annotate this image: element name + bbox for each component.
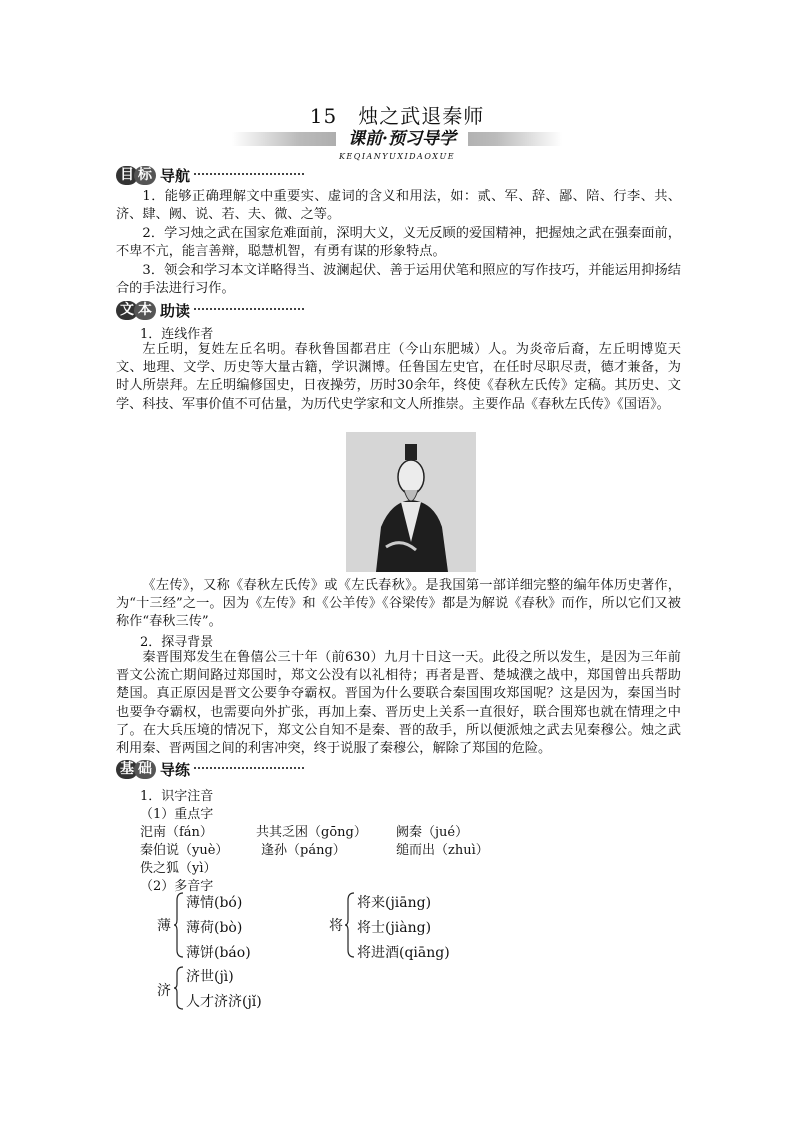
header-dots bbox=[194, 767, 304, 771]
polyphone-head: 薄 bbox=[157, 918, 171, 934]
author-paragraph: 左丘明，复姓左丘名明。春秋鲁国都君庄（今山东肥城）人。为炎帝后裔，左丘明博览天文、地理、文学、历史等大量古籍，学识渊博。任鲁国左史官，在任时尽职尽责，德才兼备，为时人所崇拜。左丘明编修国史，日夜操劳，历时30余年，终使《春秋左氏传》定稿。其历史、文学、科技、军事价值不可估量，为历代史学家和文人所推崇。主要作品《春秋左氏传》《国语》。 bbox=[116, 342, 681, 412]
header-text: 助读 bbox=[160, 301, 191, 320]
page-title: 15 烛之武退秦师 bbox=[309, 104, 485, 128]
word-item: 汜南（fán） bbox=[140, 825, 213, 840]
subheading-background: 2．探寻背景 bbox=[140, 635, 214, 650]
word-item: 共其乏困（gōng） bbox=[256, 825, 367, 840]
header-char: 文 bbox=[116, 301, 138, 320]
subheading-pronunciation: 1．识字注音 bbox=[140, 789, 214, 804]
header-dots bbox=[194, 173, 304, 177]
brace-icon bbox=[345, 892, 355, 958]
header-char: 础 bbox=[134, 760, 156, 779]
goal-item-2: 2．学习烛之武在国家危难面前，深明大义，义无反顾的爱国精神，把握烛之武在强秦面前，不卑不亢，能言善辩，聪慧机智，有勇有谋的形象特点。 bbox=[116, 226, 681, 260]
header-char: 基 bbox=[116, 760, 138, 779]
brace-icon bbox=[174, 966, 184, 1010]
subheading-author: 1．连线作者 bbox=[140, 327, 214, 342]
word-item: 秦伯说（yuè） bbox=[140, 843, 229, 858]
header-char: 本 bbox=[134, 301, 156, 320]
portrait-image bbox=[346, 432, 476, 572]
polyphone-head: 济 bbox=[157, 983, 171, 999]
goal-item-3: 3．领会和学习本文详略得当、波澜起伏、善于运用伏笔和照应的写作技巧，并能运用抑扬结合的手法进行习作。 bbox=[116, 263, 681, 297]
goal-item-1: 1．能够正确理解文中重要实、虚词的含义和用法，如：贰、军、辞、鄙、陪、行李、共、济、肆、阙、说、若、夫、微、之等。 bbox=[116, 189, 681, 223]
header-dots bbox=[194, 308, 304, 312]
word-item: 逢孙（páng） bbox=[261, 843, 346, 858]
section-header-practice bbox=[116, 759, 304, 779]
header-char: 标 bbox=[134, 166, 156, 185]
section-banner bbox=[232, 128, 562, 150]
section-header-goals bbox=[116, 165, 304, 185]
polyphone-item: 人才济济(jǐ) bbox=[186, 994, 262, 1010]
polyphone-item: 将士(jiàng) bbox=[357, 920, 432, 936]
subheading-polyphones: （2）多音字 bbox=[140, 879, 214, 894]
header-text: 导练 bbox=[160, 760, 191, 779]
brace-icon bbox=[174, 892, 184, 958]
word-item: 阙秦（jué） bbox=[396, 825, 469, 840]
header-char: 目 bbox=[116, 166, 138, 185]
word-item: 缒而出（zhuì） bbox=[396, 843, 489, 858]
banner-label: 课前·预习导学 bbox=[336, 128, 468, 150]
polyphone-item: 薄情(bó) bbox=[186, 895, 243, 911]
polyphone-item: 济世(jì) bbox=[186, 969, 234, 985]
polyphone-item: 薄荷(bò) bbox=[186, 920, 243, 936]
polyphone-item: 将进酒(qiāng) bbox=[357, 945, 450, 961]
section-header-reading bbox=[116, 300, 304, 320]
zuozhuan-paragraph: 《左传》，又称《春秋左氏传》或《左氏春秋》。是我国第一部详细完整的编年体历史著作，为“十三经”之一。因为《左传》和《公羊传》《谷梁传》都是为解说《春秋》而作，所以它们又被称作“春秋三传”。 bbox=[116, 578, 681, 630]
polyphone-item: 将来(jiāng) bbox=[357, 895, 432, 911]
word-item: 佚之狐（yì） bbox=[140, 861, 217, 876]
subheading-key-chars: （1）重点字 bbox=[140, 807, 214, 822]
background-paragraph: 秦晋围郑发生在鲁僖公三十年（前630）九月十日这一天。此役之所以发生，是因为三年前晋文公流亡期间路过郑国时，郑文公没有以礼相待；再者是晋、楚城濮之战中，郑国曾出兵帮助楚国。真正原因是晋文公要争夺霸权。晋国为什么要联合秦国围攻郑国呢？这是因为，秦国当时也要争夺霸权，也需要向外扩张，再加上秦、晋历史上关系一直很好，联合围郑也就在情理之中了。在大兵压境的情况下，郑文公自知不是秦、晋的敌手，所以便派烛之武去见秦穆公。烛之武利用秦、晋两国之间的利害冲突，终于说服了秦穆公，解除了郑国的危险。 bbox=[116, 650, 681, 757]
polyphone-head: 将 bbox=[329, 918, 343, 934]
portrait-figure bbox=[346, 432, 476, 572]
polyphone-item: 薄饼(báo) bbox=[186, 945, 251, 961]
banner-pinyin: KEQIANYUXIDAOXUE bbox=[338, 152, 456, 161]
header-text: 导航 bbox=[160, 166, 191, 185]
